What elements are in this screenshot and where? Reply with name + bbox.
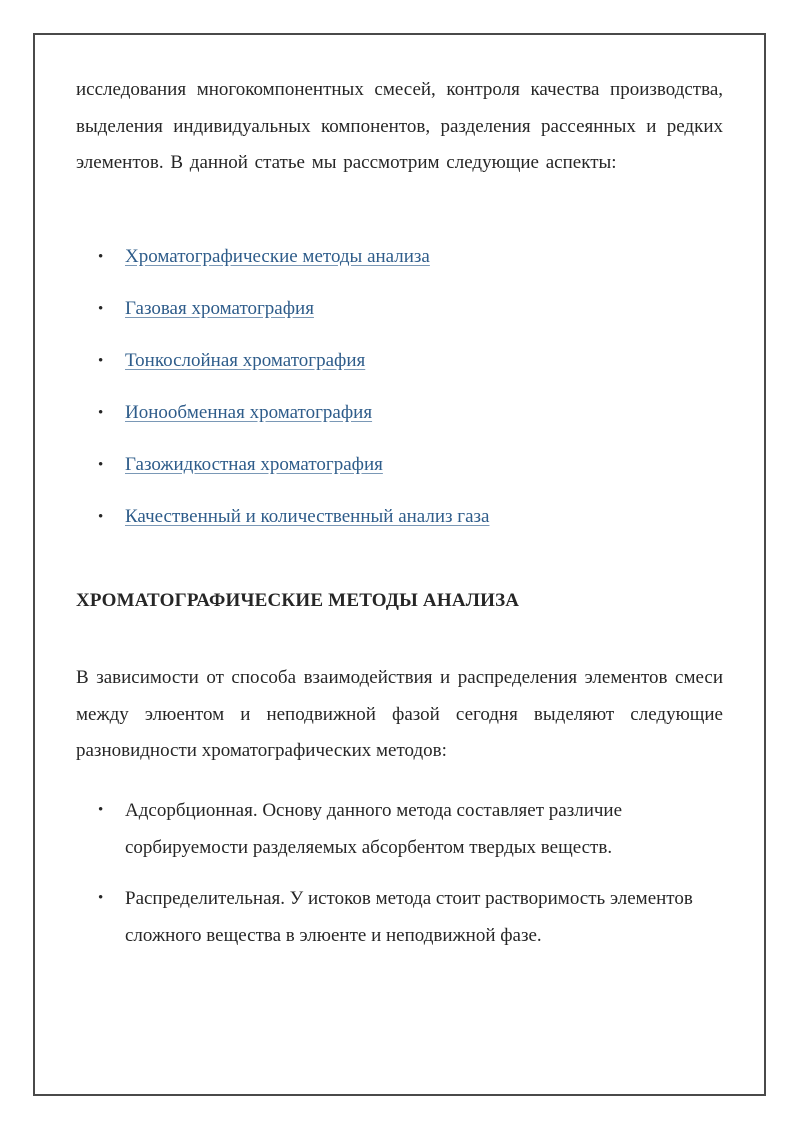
toc-item [76,395,723,447]
toc-link-ion-exchange-chromatography[interactable]: Ионообменная хроматография [125,402,373,423]
section-paragraph: В зависимости от способа взаимодействия и распределения элементов смеси между элюентом и неподвижной фазой сегодня выделяют следующие разновидности хроматографических методов: [76,667,723,761]
toc-link-chromatographic-methods[interactable]: Хроматографические методы анализа [125,246,430,267]
intro-paragraph: исследования многокомпонентных смесей, контроля качества производства, выделения индивидуальных компонентов, разделения рассеянных и редких элементов. В данной статье мы рассмотрим следующие аспекты: [76,79,723,173]
method-types-list [76,792,723,968]
bullet-icon: • [98,353,104,369]
bullet-icon: • [98,301,104,317]
toc-link-gas-analysis[interactable]: Качественный и количественный анализ газа [125,506,490,527]
toc-link-thin-layer-chromatography[interactable]: Тонкослойная хроматография [125,350,366,371]
bullet-icon: • [98,802,104,818]
toc-item [76,239,723,291]
toc-item [76,499,723,551]
toc-link-gas-liquid-chromatography[interactable]: Газожидкостная хроматография [125,454,383,475]
toc-item [76,291,723,343]
toc-link-gas-chromatography[interactable]: Газовая хроматография [125,298,314,319]
bullet-icon: • [98,890,104,906]
list-item [76,792,695,866]
list-item-text: Распределительная. У истоков метода стоит растворимость элементов сложного вещества в элюенте и неподвижной фазе. [125,888,693,946]
bullet-icon: • [98,405,104,421]
list-item-text: Адсорбционная. Основу данного метода составляет различие сорбируемости разделяемых абсорбентом твердых веществ. [125,800,623,858]
list-item [76,880,695,954]
toc-item [76,343,723,395]
table-of-contents [76,239,723,551]
bullet-icon: • [98,249,104,265]
section-heading: ХРОМАТОГРАФИЧЕСКИЕ МЕТОДЫ АНАЛИЗА [76,590,520,611]
bullet-icon: • [98,457,104,473]
bullet-icon: • [98,509,104,525]
toc-item [76,447,723,499]
